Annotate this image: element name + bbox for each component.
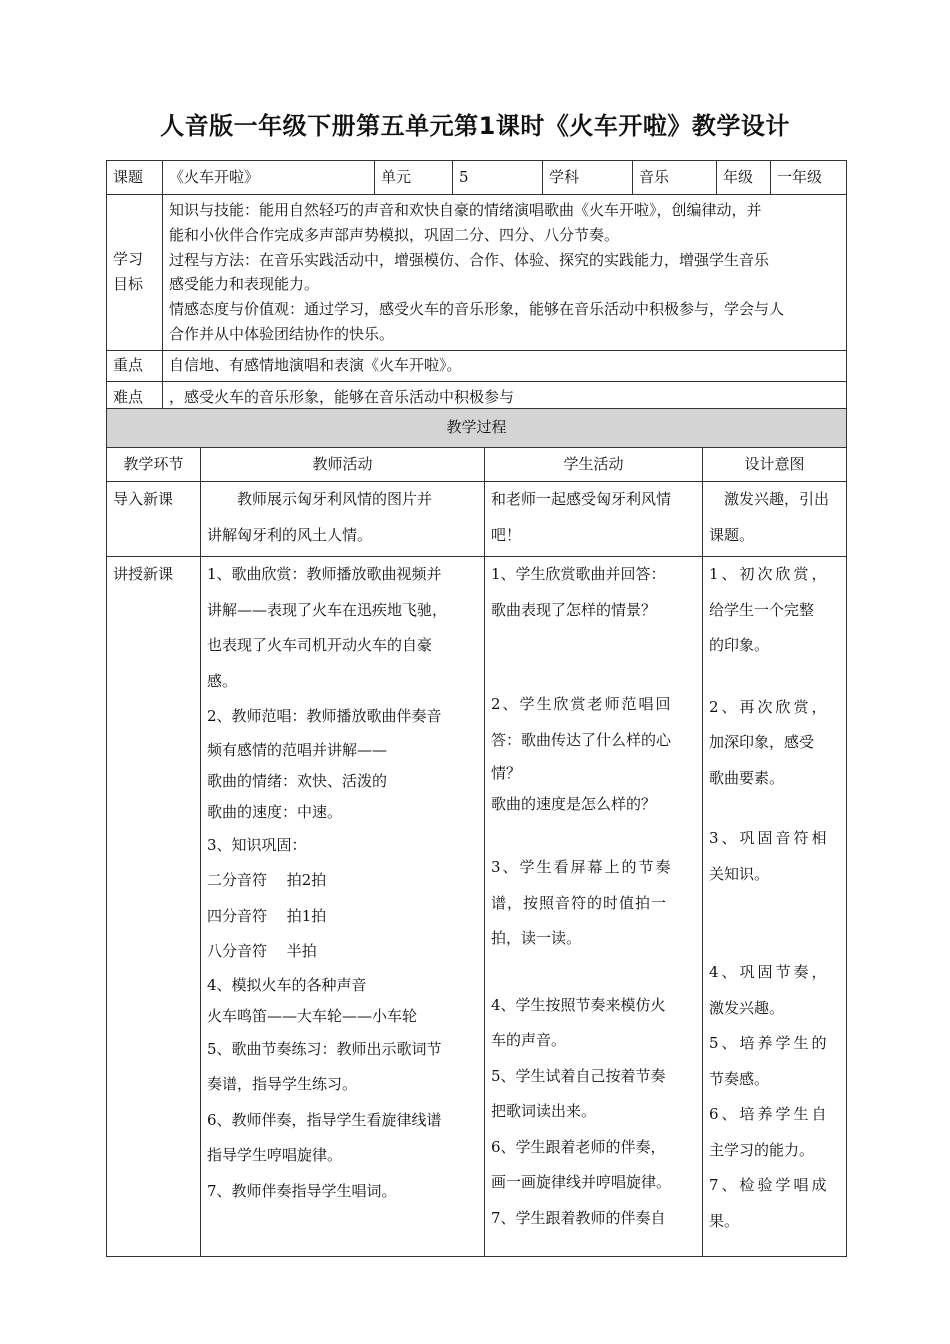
student-line: 3、学生看屏幕上的节奏 — [491, 858, 673, 876]
student-line: 把歌词读出来。 — [491, 1102, 597, 1120]
teacher-line: 教师展示匈牙利风情的图片并 — [207, 490, 433, 508]
page-title: 人音版一年级下册第五单元第1课时《火车开啦》教学设计 — [160, 112, 790, 140]
key-point-value: 自信地、有感情地演唱和表演《火车开啦》。 — [163, 350, 847, 381]
intent-line: 1、初次欣赏， — [709, 565, 830, 583]
column-header-teacher: 教师活动 — [201, 448, 485, 482]
difficulty-value: ，感受火车的音乐形象，能够在音乐活动中积极参与 — [163, 381, 847, 413]
intro-teacher — [201, 482, 485, 557]
student-line: 歌曲的速度是怎么样的？ — [491, 795, 657, 813]
key-point-label: 重点 — [107, 350, 163, 381]
intent-line — [709, 664, 840, 690]
intent-line: 课题。 — [709, 525, 755, 544]
intro-intent — [703, 482, 847, 557]
topic-value: 《火车开啦》 — [163, 161, 375, 195]
student-line: 画一画旋律线并哼唱旋律。 — [491, 1173, 672, 1191]
process-heading: 教学过程 — [107, 409, 847, 448]
teacher-line: 讲解匈牙利的风土人情。 — [207, 525, 373, 544]
teacher-line: 频有感情的范唱并讲解—— — [207, 740, 388, 759]
lesson-row — [107, 557, 847, 1257]
teacher-line: 2、教师范唱：教师播放歌曲伴奏音 — [207, 707, 442, 725]
intent-line: 主学习的能力。 — [709, 1140, 815, 1159]
intro-row — [107, 482, 847, 557]
intro-stage: 导入新课 — [107, 482, 201, 557]
intent-line — [709, 927, 840, 955]
objective-line: 能和小伙伴合作完成多声部声势模拟，巩固二分、四分、八分节奏。 — [169, 225, 620, 244]
intent-line — [709, 892, 840, 927]
teacher-line: 四分音符 拍1拍 — [207, 906, 327, 925]
objectives-row — [107, 195, 847, 351]
column-header-intent: 设计意图 — [703, 448, 847, 482]
objectives-content — [163, 195, 847, 351]
student-line: 歌曲表现了怎样的情景？ — [491, 600, 657, 619]
process-heading-row — [107, 409, 847, 448]
student-line: 答：歌曲传达了什么样的心 — [491, 730, 672, 749]
student-line: 1、学生欣赏歌曲并回答： — [491, 565, 666, 583]
teacher-line: 6、教师伴奏，指导学生看旋律线谱 — [207, 1110, 442, 1129]
column-header-stage: 教学环节 — [107, 448, 201, 482]
lesson-intent — [703, 557, 847, 1257]
teacher-line: 火车鸣笛——大车轮——小车轮 — [207, 1006, 418, 1025]
intent-line: 节奏感。 — [709, 1069, 770, 1088]
student-line — [491, 628, 696, 663]
student-line: 6、学生跟着老师的伴奏， — [491, 1137, 666, 1156]
intent-line — [709, 796, 840, 821]
process-columns-row — [107, 448, 847, 482]
teacher-line: 歌曲的情绪：欢快、活泼的 — [207, 771, 388, 790]
lesson-stage: 讲授新课 — [107, 557, 201, 1257]
student-line: 吧！ — [491, 525, 522, 544]
intent-line: 2、再次欣赏， — [709, 697, 830, 716]
intent-line: 6、培养学生自 — [709, 1105, 830, 1123]
intent-line: 加深印象，感受 — [709, 733, 815, 751]
student-line: 7、学生跟着教师的伴奏自 — [491, 1208, 666, 1227]
info-table — [106, 160, 847, 414]
teacher-line: 八分音符 半拍 — [207, 942, 317, 960]
student-line: 情？ — [491, 764, 522, 782]
student-line: 拍，读一读。 — [491, 929, 582, 947]
objective-line: 过程与方法：在音乐实践活动中，增强模仿、合作、体验、探究的实践能力，增强学生音乐 — [169, 250, 770, 269]
intent-line: 关知识。 — [709, 864, 770, 883]
objective-line: 知识与技能：能用自然轻巧的声音和欢快自豪的情绪演唱歌曲《火车开啦》，创编律动，并 — [169, 201, 762, 219]
teacher-line: 指导学生哼唱旋律。 — [207, 1146, 343, 1164]
lesson-student — [485, 557, 703, 1257]
intent-line: 给学生一个完整 — [709, 600, 815, 619]
teacher-line: 也表现了火车司机开动火车的自豪 — [207, 636, 433, 654]
key-point-row — [107, 350, 847, 381]
teacher-line: 1、歌曲欣赏：教师播放歌曲视频并 — [207, 565, 442, 583]
unit-label: 单元 — [375, 161, 453, 195]
student-line — [491, 820, 696, 850]
intent-line: 歌曲要素。 — [709, 768, 785, 787]
objectives-label: 学习目标 — [107, 195, 163, 351]
teacher-line: 歌曲的速度：中速。 — [207, 802, 343, 821]
objective-line: 情感态度与价值观：通过学习，感受火车的音乐形象，能够在音乐活动中积极参与，学会与人 — [169, 300, 785, 319]
objective-line: 感受能力和表现能力。 — [169, 275, 320, 294]
objective-line: 合作并从中体验团结协作的快乐。 — [169, 324, 395, 343]
process-table — [106, 408, 847, 1257]
intent-line: 激发兴趣。 — [709, 998, 785, 1017]
grade-value: 一年级 — [771, 161, 847, 195]
teacher-line: 奏谱，指导学生练习。 — [207, 1075, 358, 1093]
student-line: 车的声音。 — [491, 1031, 567, 1049]
teacher-line: 3、知识巩固： — [207, 835, 307, 854]
teacher-line: 4、模拟火车的各种声音 — [207, 975, 367, 994]
intent-line: 激发兴趣，引出 — [709, 490, 830, 508]
intent-line: 5、培养学生的 — [709, 1034, 830, 1052]
teacher-line: 5、歌曲节奏练习：教师出示歌词节 — [207, 1039, 442, 1058]
lesson-teacher — [201, 557, 485, 1257]
student-line — [491, 957, 696, 988]
topic-label: 课题 — [107, 161, 163, 195]
teacher-line: 二分音符 拍2拍 — [207, 871, 327, 889]
intro-student — [485, 482, 703, 557]
student-line: 5、学生试着自己按着节奏 — [491, 1066, 666, 1085]
difficulty-label: 难点 — [107, 381, 163, 413]
intent-line: 3、巩固音符相 — [709, 829, 830, 847]
student-line: 2、学生欣赏老师范唱回 — [491, 695, 673, 713]
intent-line: 果。 — [709, 1211, 740, 1230]
subject-value: 音乐 — [633, 161, 717, 195]
student-line: 谱，按照音符的时值拍一 — [491, 893, 668, 912]
student-line — [491, 663, 696, 687]
intent-line: 7、检验学唱成 — [709, 1176, 830, 1194]
info-row — [107, 161, 847, 195]
intent-line: 4、巩固节奏， — [709, 963, 830, 981]
unit-value: 5 — [453, 161, 543, 195]
subject-label: 学科 — [543, 161, 633, 195]
teacher-line: 7、教师伴奏指导学生唱词。 — [207, 1181, 397, 1200]
intent-line: 的印象。 — [709, 636, 770, 654]
student-line: 4、学生按照节奏来模仿火 — [491, 995, 666, 1014]
column-header-student: 学生活动 — [485, 448, 703, 482]
teacher-line: 讲解——表现了火车在迅疾地飞驰， — [207, 600, 448, 619]
student-line: 和老师一起感受匈牙利风情 — [491, 490, 672, 508]
teacher-line: 感。 — [207, 671, 238, 690]
grade-label: 年级 — [717, 161, 771, 195]
